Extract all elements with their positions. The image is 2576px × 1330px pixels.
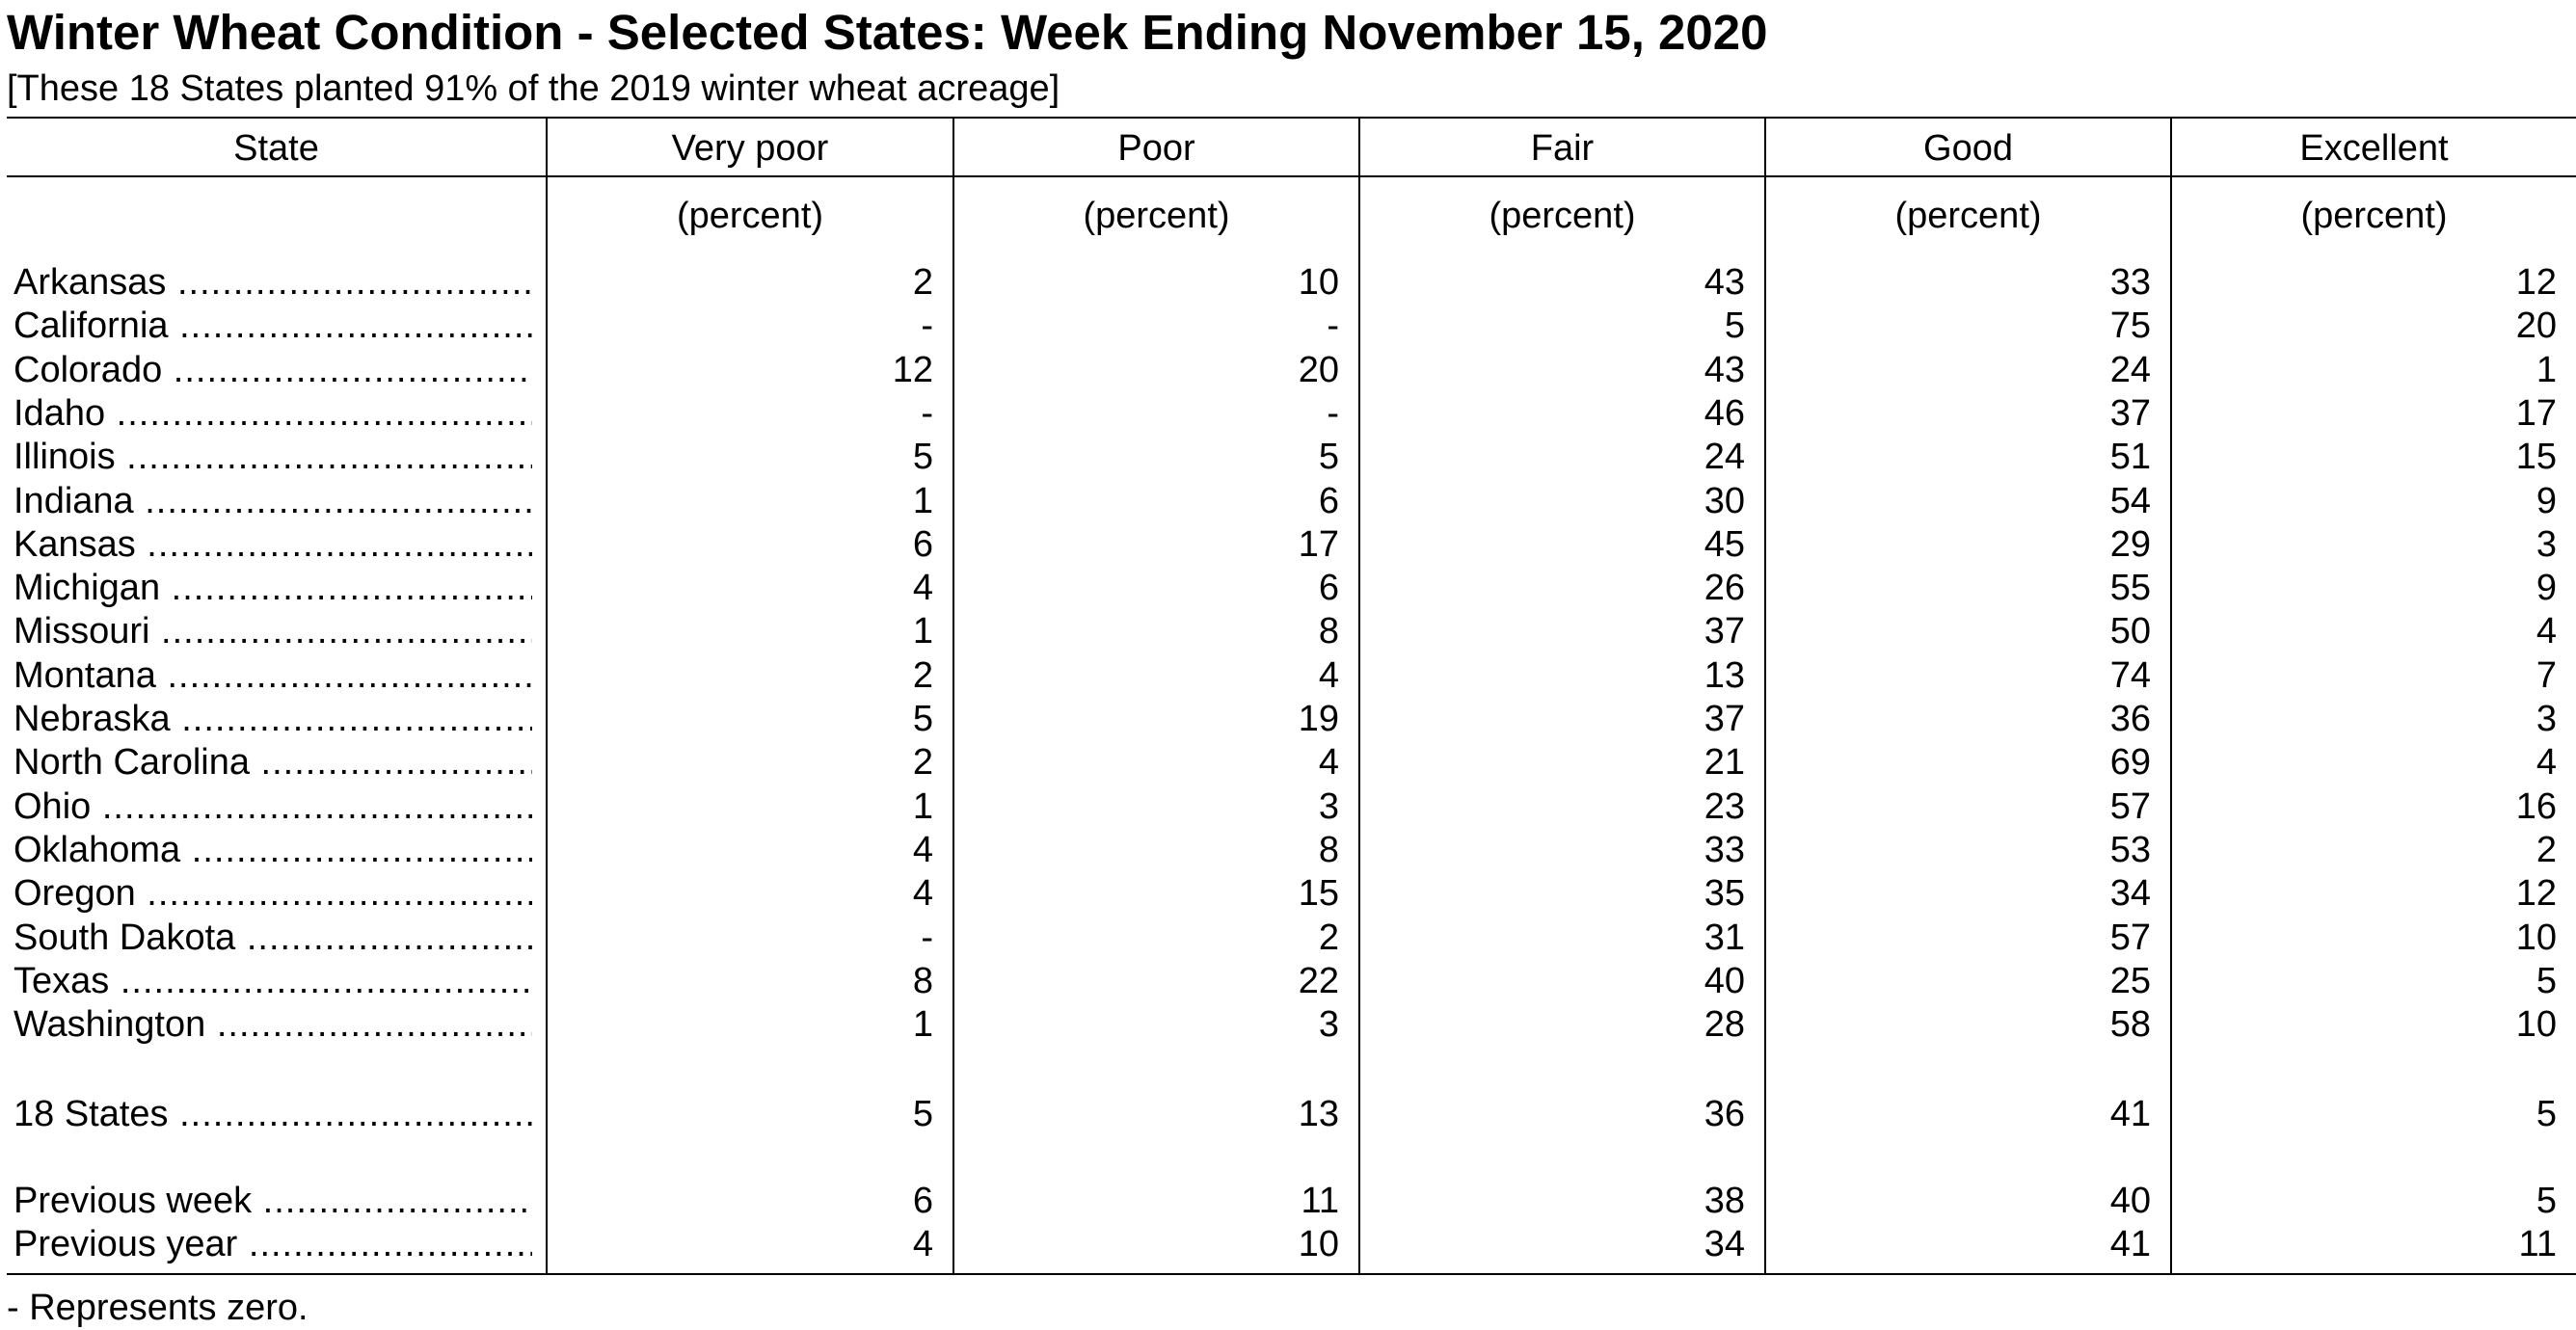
row-label: Montana .....	[13, 653, 532, 698]
table-cell: 33	[2109, 262, 2151, 303]
table-cell: 36	[2109, 699, 2151, 739]
table-cell: 24	[2109, 350, 2151, 390]
table-cell: 4	[1318, 655, 1339, 696]
table-cell: 34	[1704, 1224, 1745, 1264]
table-cell: 26	[1704, 568, 1745, 608]
row-label: Missouri .....	[13, 609, 532, 653]
table-cell: 5	[2536, 961, 2557, 1001]
row-label: Oregon .....	[13, 871, 532, 916]
unit-label: (percent)	[1894, 196, 2042, 236]
table-cell: 46	[1704, 393, 1745, 434]
table-cell: 1	[912, 611, 933, 652]
table-cell: 1	[2536, 350, 2557, 390]
table-cell: 41	[2109, 1094, 2151, 1134]
table-cell: 36	[1704, 1094, 1745, 1134]
table-cell: 4	[2536, 611, 2557, 652]
table-cell: 38	[1704, 1181, 1745, 1221]
table-cell: 10	[2515, 918, 2557, 958]
row-label: Idaho .....	[13, 391, 532, 436]
row-label: Nebraska .....	[13, 697, 532, 741]
table-cell: 1	[912, 1004, 933, 1045]
table-cell: 5	[912, 437, 933, 477]
table-cell: 43	[1704, 262, 1745, 303]
table-cell: -	[921, 393, 933, 434]
table-cell: 6	[1318, 568, 1339, 608]
table-cell: 9	[2536, 481, 2557, 521]
table-cell: 7	[2536, 655, 2557, 696]
unit-label: (percent)	[2300, 196, 2448, 236]
table-cell: 34	[2109, 873, 2151, 914]
table-cell: 55	[2109, 568, 2151, 608]
table-cell: 3	[2536, 699, 2557, 739]
table-cell: 37	[1704, 611, 1745, 652]
page-title: Winter Wheat Condition - Selected States: Week Ending November 15, 2020	[7, 5, 1768, 60]
table-cell: -	[921, 306, 933, 346]
row-label: Illinois .....	[13, 435, 532, 479]
table-cell: 8	[912, 961, 933, 1001]
table-cell: 10	[2515, 1004, 2557, 1045]
row-label: Washington .....	[13, 1002, 532, 1047]
table-cell: 6	[912, 1181, 933, 1221]
row-label: Arkansas .....	[13, 260, 532, 305]
table-cell: 1	[912, 786, 933, 827]
table-cell: -	[1327, 393, 1339, 434]
table-cell: 11	[1301, 1181, 1339, 1221]
table-cell: 4	[912, 1224, 933, 1264]
table-cell: 20	[1298, 350, 1339, 390]
table-cell: 24	[1704, 437, 1745, 477]
row-label: Previous year .....	[13, 1222, 532, 1266]
row-label: North Carolina .....	[13, 740, 532, 785]
table-cell: 6	[1318, 481, 1339, 521]
header-bottom-rule	[7, 175, 2576, 177]
table-cell: 22	[1298, 961, 1339, 1001]
row-label: Colorado .....	[13, 348, 532, 392]
row-label: Previous week .....	[13, 1179, 532, 1223]
table-cell: 8	[1318, 830, 1339, 870]
table-cell: 2	[912, 262, 933, 303]
table-cell: 75	[2109, 306, 2151, 346]
table-cell: 74	[2109, 655, 2151, 696]
table-cell: 3	[1318, 786, 1339, 827]
table-cell: 23	[1704, 786, 1745, 827]
table-cell: 4	[912, 568, 933, 608]
table-cell: 12	[2515, 262, 2557, 303]
table-cell: 3	[1318, 1004, 1339, 1045]
unit-label: (percent)	[1083, 196, 1230, 236]
table-cell: 11	[2518, 1224, 2557, 1264]
table-cell: 50	[2109, 611, 2151, 652]
table-top-rule	[7, 117, 2576, 119]
table-cell: 10	[1298, 262, 1339, 303]
table-cell: 2	[2536, 830, 2557, 870]
table-cell: 19	[1298, 699, 1339, 739]
table-cell: 17	[1298, 524, 1339, 565]
table-cell: 51	[2109, 437, 2151, 477]
table-cell: 2	[912, 742, 933, 783]
table-cell: 4	[1318, 742, 1339, 783]
table-cell: 37	[2109, 393, 2151, 434]
row-label: Indiana .....	[13, 479, 532, 523]
row-label: Oklahoma .....	[13, 828, 532, 872]
table-cell: 2	[912, 655, 933, 696]
table-cell: 43	[1704, 350, 1745, 390]
table-cell: 15	[2515, 437, 2557, 477]
table-cell: 5	[2536, 1094, 2557, 1134]
row-label: South Dakota .....	[13, 916, 532, 960]
table-cell: -	[1327, 306, 1339, 346]
table-cell: 4	[912, 873, 933, 914]
table-cell: 3	[2536, 524, 2557, 565]
table-cell: 13	[1298, 1094, 1339, 1134]
column-header: Poor	[1117, 128, 1195, 169]
table-cell: 45	[1704, 524, 1745, 565]
row-label: 18 States .....	[13, 1092, 532, 1136]
table-cell: 40	[1704, 961, 1745, 1001]
table-cell: 40	[2109, 1181, 2151, 1221]
table-cell: 20	[2515, 306, 2557, 346]
table-cell: 69	[2109, 742, 2151, 783]
table-cell: 9	[2536, 568, 2557, 608]
table-cell: 4	[2536, 742, 2557, 783]
table-cell: 54	[2109, 481, 2151, 521]
column-header: Fair	[1530, 128, 1595, 169]
table-cell: 25	[2109, 961, 2151, 1001]
table-cell: 6	[912, 524, 933, 565]
table-cell: 12	[892, 350, 933, 390]
table-cell: 5	[1724, 306, 1745, 346]
table-cell: 1	[912, 481, 933, 521]
table-cell: 16	[2515, 786, 2557, 827]
table-cell: 57	[2109, 786, 2151, 827]
table-cell: 5	[2536, 1181, 2557, 1221]
table-cell: 29	[2109, 524, 2151, 565]
table-cell: 8	[1318, 611, 1339, 652]
table-cell: 5	[912, 699, 933, 739]
page-subtitle: [These 18 States planted 91% of the 2019 winter wheat acreage]	[7, 68, 1060, 109]
column-header: State	[233, 128, 319, 169]
table-cell: 5	[912, 1094, 933, 1134]
table-cell: 35	[1704, 873, 1745, 914]
table-cell: 13	[1704, 655, 1745, 696]
table-cell: -	[921, 918, 933, 958]
table-cell: 37	[1704, 699, 1745, 739]
table-cell: 53	[2109, 830, 2151, 870]
unit-label: (percent)	[1489, 196, 1636, 236]
table-cell: 2	[1318, 918, 1339, 958]
row-label: Ohio .....	[13, 785, 532, 829]
table-cell: 15	[1298, 873, 1339, 914]
row-label: California .....	[13, 304, 532, 348]
table-cell: 5	[1318, 437, 1339, 477]
unit-label: (percent)	[676, 196, 824, 236]
table-cell: 17	[2515, 393, 2557, 434]
table-cell: 4	[912, 830, 933, 870]
table-cell: 28	[1704, 1004, 1745, 1045]
table-cell: 58	[2109, 1004, 2151, 1045]
table-cell: 57	[2109, 918, 2151, 958]
table-cell: 41	[2109, 1224, 2151, 1264]
footnote: - Represents zero.	[7, 1288, 309, 1328]
row-label: Kansas .....	[13, 522, 532, 567]
table-cell: 31	[1704, 918, 1745, 958]
table-cell: 10	[1298, 1224, 1339, 1264]
table-cell: 30	[1704, 481, 1745, 521]
row-label: Michigan .....	[13, 566, 532, 610]
column-header: Good	[1923, 128, 2013, 169]
table-bottom-rule	[7, 1273, 2576, 1275]
table-cell: 12	[2515, 873, 2557, 914]
row-label: Texas .....	[13, 959, 532, 1003]
column-header: Excellent	[2299, 128, 2449, 169]
table-cell: 33	[1704, 830, 1745, 870]
table-cell: 21	[1704, 742, 1745, 783]
column-header: Very poor	[671, 128, 829, 169]
